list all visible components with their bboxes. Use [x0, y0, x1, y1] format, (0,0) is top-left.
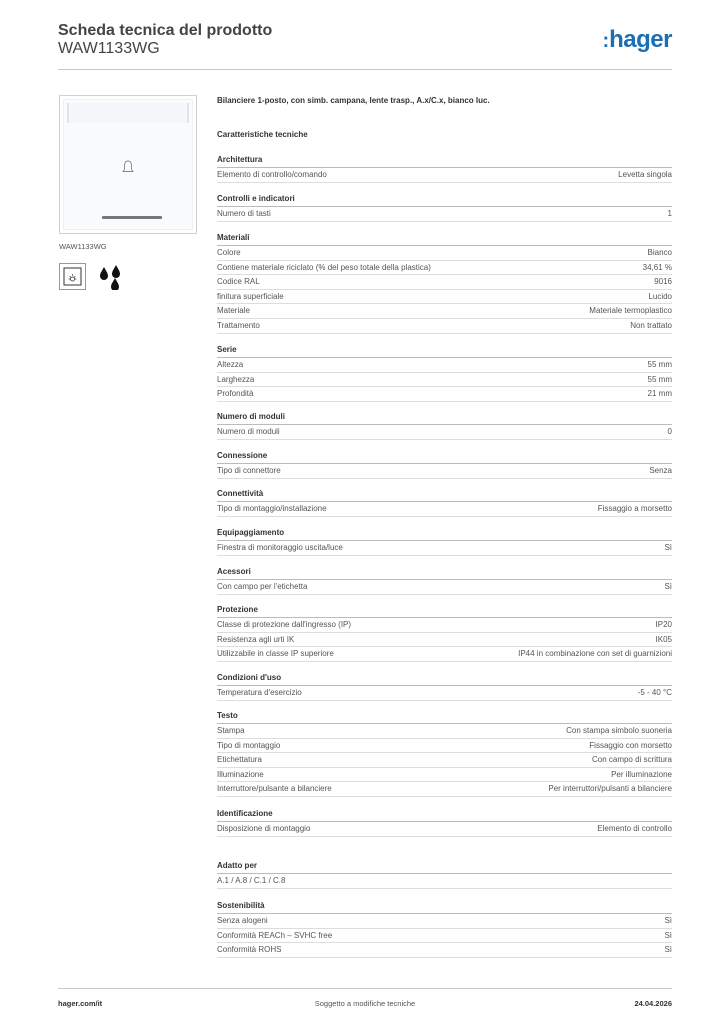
spec-label: Classe di protezione dall'ingresso (IP): [217, 620, 352, 629]
spec-value: -5 - 40 °C: [637, 688, 672, 697]
spec-label: Tipo di montaggio: [217, 740, 281, 750]
product-reference: WAW1133WG: [59, 242, 107, 251]
spec-label: Tipo di connettore: [217, 466, 281, 475]
spec-value: Per illuminazione: [611, 769, 672, 779]
spec-value: Sì: [664, 930, 672, 940]
spec-value: 55 mm: [647, 360, 672, 369]
spec-label: Conformità REACh – SVHC free: [217, 930, 333, 940]
spec-label: finitura superficiale: [217, 291, 284, 301]
spec-row: [217, 768, 672, 783]
spec-value: Sì: [664, 945, 672, 955]
spec-value: 34,61 %: [642, 262, 672, 272]
spec-row: [217, 464, 672, 479]
spec-label: Altezza: [217, 360, 244, 369]
spec-row: [217, 647, 672, 662]
spec-label: Utilizzabile in classe IP superiore: [217, 649, 334, 659]
spec-row: [217, 739, 672, 754]
spec-label: Conformità ROHS: [217, 945, 282, 955]
spec-value: 55 mm: [647, 374, 672, 384]
water-drops-icon: [97, 263, 124, 290]
spec-label: Profondità: [217, 389, 254, 399]
spec-value: 9016: [654, 277, 672, 287]
spec-row: [217, 822, 672, 837]
document-date: 24.04.2026: [634, 999, 672, 1008]
spec-value: 0: [667, 427, 672, 436]
spec-label: Resistenza agli urti IK: [217, 634, 295, 644]
spec-row: [217, 874, 672, 889]
spec-label: Contiene materiale riciclato (% del peso totale della plastica): [217, 262, 431, 272]
spec-value: Levetta singola: [618, 170, 672, 179]
spec-label: Elemento di controllo/comando: [217, 170, 327, 179]
spec-row: [217, 633, 672, 648]
spec-label: A.1 / A.8 / C.1 / C.8: [217, 876, 286, 885]
spec-row: [217, 246, 672, 261]
spec-row: [217, 261, 672, 276]
spec-row: [217, 168, 672, 183]
lens-strip: [102, 216, 162, 219]
spec-row: [217, 207, 672, 222]
spec-value: IK05: [655, 634, 672, 644]
spec-label: Tipo di montaggio/installazione: [217, 504, 327, 513]
spec-value: Con campo di scrittura: [591, 755, 672, 765]
spec-row: [217, 618, 672, 633]
spec-label: Illuminazione: [217, 769, 264, 779]
spec-row: [217, 425, 672, 440]
spec-row: [217, 358, 672, 373]
section-title: Condizioni d'uso: [217, 673, 672, 686]
spec-row: [217, 580, 672, 595]
spec-row: [217, 914, 672, 929]
spec-value: 1: [667, 209, 672, 218]
section-title: Controlli e indicatori: [217, 194, 672, 207]
section-title: Protezione: [217, 605, 672, 618]
spec-row: [217, 782, 672, 797]
rocker-top: [67, 103, 189, 123]
spec-label: Etichettatura: [217, 755, 262, 765]
spec-label: Numero di tasti: [217, 209, 271, 218]
spec-value: IP44 in combinazione con set di guarnizioni: [518, 649, 672, 659]
spec-row: [217, 753, 672, 768]
spec-label: Colore: [217, 248, 241, 257]
spec-label: Finestra di monitoraggio uscita/luce: [217, 543, 343, 552]
spec-value: Per interruttori/pulsanti a bilanciere: [548, 784, 672, 794]
spec-value: Senza: [649, 466, 672, 475]
spec-label: Interruttore/pulsante a bilanciere: [217, 784, 332, 794]
spec-value: Sì: [664, 543, 672, 552]
section-title: Testo: [217, 711, 672, 724]
bell-icon: [122, 160, 134, 174]
product-image: [59, 95, 197, 234]
section-title: Serie: [217, 345, 672, 358]
technical-characteristics-title: Caratteristiche tecniche: [217, 130, 308, 139]
indoor-use-icon: [59, 263, 86, 290]
product-description: Bilanciere 1-posto, con simb. campana, lente trasp., A.x/C.x, bianco luc.: [217, 96, 490, 105]
spec-row: [217, 304, 672, 319]
switch-plate: [63, 99, 193, 230]
spec-label: Codice RAL: [217, 277, 260, 287]
website-link[interactable]: hager.com/it: [58, 999, 103, 1008]
section-title: Equipaggiamento: [217, 528, 672, 541]
spec-label: Numero di moduli: [217, 427, 280, 436]
spec-row: [217, 387, 672, 402]
section-title: Architettura: [217, 155, 672, 168]
spec-row: [217, 943, 672, 958]
spec-label: Larghezza: [217, 374, 255, 384]
spec-row: [217, 724, 672, 739]
spec-value: IP20: [655, 620, 672, 629]
spec-row: [217, 373, 672, 388]
spec-label: Materiale: [217, 306, 250, 316]
spec-value: Con stampa simbolo suoneria: [566, 726, 672, 735]
spec-value: Sì: [664, 582, 672, 591]
section-title: Connessione: [217, 451, 672, 464]
spec-row: [217, 275, 672, 290]
spec-value: Bianco: [647, 248, 672, 257]
spec-value: Sì: [664, 916, 672, 925]
section-title: Materiali: [217, 233, 672, 246]
spec-value: 21 mm: [647, 389, 672, 399]
section-title: Numero di moduli: [217, 412, 672, 425]
section-title: Identificazione: [217, 809, 672, 822]
spec-row: [217, 502, 672, 517]
spec-row: [217, 541, 672, 556]
spec-row: [217, 290, 672, 305]
hager-logo[interactable]: :hager: [602, 26, 672, 53]
spec-label: Trattamento: [217, 321, 260, 330]
spec-row: [217, 929, 672, 944]
page-header: [58, 20, 672, 70]
spec-value: Elemento di controllo: [597, 824, 672, 833]
spec-label: Senza alogeni: [217, 916, 268, 925]
spec-value: Lucido: [648, 291, 672, 301]
section-title: Connettività: [217, 489, 672, 502]
spec-label: Temperatura d'esercizio: [217, 688, 302, 697]
spec-value: Fissaggio a morsetto: [597, 504, 672, 513]
section-title: Acessori: [217, 567, 672, 580]
spec-value: Materiale termoplastico: [589, 306, 672, 316]
spec-value: Non trattato: [630, 321, 672, 330]
disclaimer: Soggetto a modifiche tecniche: [314, 999, 416, 1008]
spec-label: Disposizione di montaggio: [217, 824, 311, 833]
section-title: Sostenibilità: [217, 901, 672, 914]
spec-label: Stampa: [217, 726, 245, 735]
document-title: Scheda tecnica del prodotto: [58, 22, 273, 39]
spec-label: Con campo per l'etichetta: [217, 582, 308, 591]
page-footer: [58, 988, 672, 1012]
document-subtitle: WAW1133WG: [58, 40, 160, 57]
spec-row: [217, 319, 672, 334]
spec-value: Fissaggio con morsetto: [589, 740, 672, 750]
section-title: Adatto per: [217, 861, 672, 874]
spec-row: [217, 686, 672, 701]
